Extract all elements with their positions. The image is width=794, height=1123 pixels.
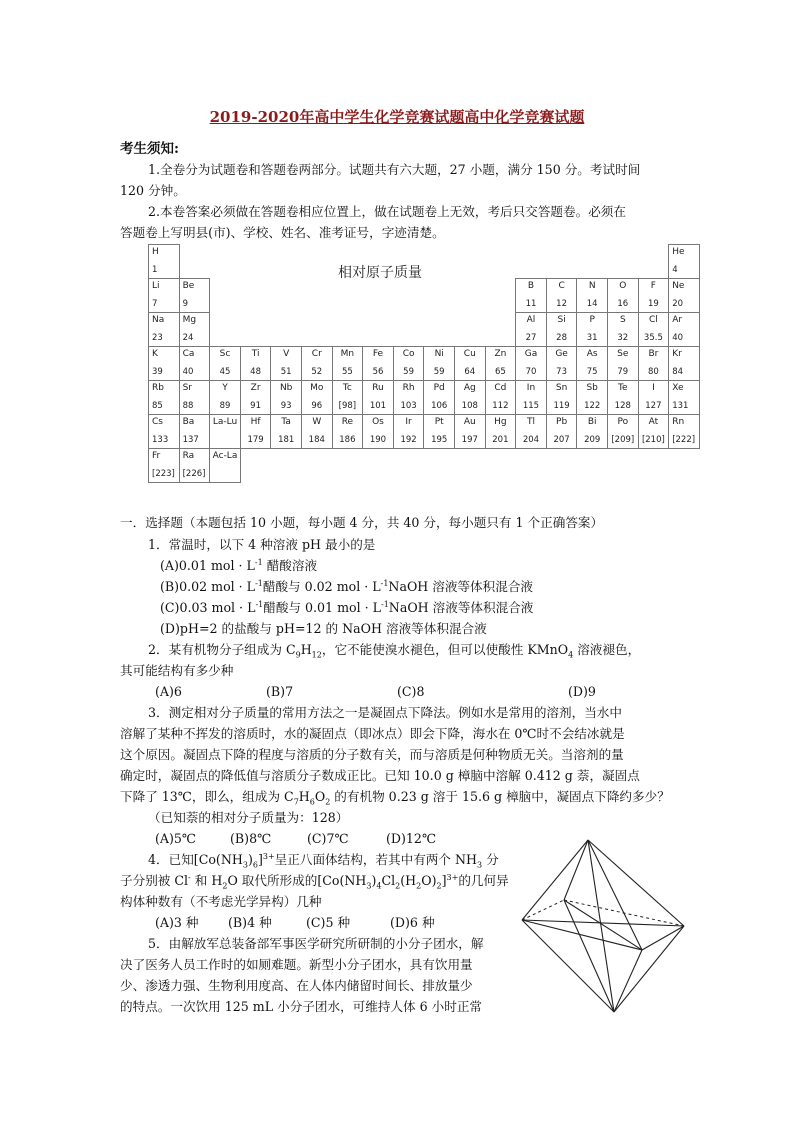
element-cell <box>546 414 578 449</box>
element-mass: 48 <box>250 367 261 377</box>
element-cell <box>638 278 670 313</box>
element-mass: 39 <box>152 367 163 377</box>
element-cell <box>362 414 394 449</box>
element-symbol: Li <box>152 281 160 291</box>
element-mass: 28 <box>556 333 567 343</box>
element-symbol: Ir <box>405 417 412 427</box>
element-symbol: Ta <box>281 417 291 427</box>
element-mass: 119 <box>553 401 570 411</box>
element-mass: 115 <box>522 401 540 411</box>
element-mass: 19 <box>647 299 659 309</box>
notice-paragraph-2-cont: 答题卷上写明县(市)、学校、姓名、准考证号，字迹清楚。 <box>120 225 445 240</box>
element-cell <box>362 380 394 415</box>
q1-option-c: (C)0.03 mol · $L^{-1}$醋酸与 0.01 mol · $L^{-1}NaOH$ 溶液等体积混合液 <box>160 599 534 615</box>
element-cell <box>301 346 333 381</box>
element-mass: 91 <box>250 401 261 411</box>
element-symbol: Ni <box>434 349 444 359</box>
element-mass: 4 <box>672 265 678 275</box>
element-mass: 9 <box>182 299 189 309</box>
element-mass: 73 <box>556 367 567 377</box>
element-cell <box>179 448 211 483</box>
element-mass: 45 <box>219 367 231 377</box>
element-symbol: Ra <box>182 451 195 461</box>
element-cell <box>638 312 670 347</box>
element-cell <box>209 380 241 415</box>
element-mass: 101 <box>369 401 387 411</box>
periodic-table <box>148 244 700 484</box>
element-mass: 40 <box>672 333 684 343</box>
element-cell <box>209 448 241 483</box>
element-symbol: Co <box>402 349 415 359</box>
element-mass: 88 <box>182 401 194 411</box>
element-mass: 103 <box>400 401 417 411</box>
element-mass: 35.5 <box>643 333 663 343</box>
q4-line-1: 4．已知$[Co(NH_3)_6]^{3+}$呈正八面体结构，若其中有两个 $NH_3$ 分 <box>148 851 499 870</box>
element-mass: 79 <box>617 367 629 377</box>
q4-line-3: 构体种数有（不考虑光学异构）几种 <box>120 894 322 909</box>
element-cell <box>607 380 639 415</box>
element-symbol: He <box>672 247 685 257</box>
element-symbol: Kr <box>672 349 682 359</box>
element-symbol: Rn <box>672 417 685 427</box>
element-cell <box>393 380 425 415</box>
q3-line-6: （已知萘的相对分子质量为：128） <box>148 810 349 825</box>
element-cell <box>148 244 180 279</box>
q3-line-2: 溶解了某种不挥发的溶质时，水的凝固点（即冰点）即会下降，海水在 0℃时不会结冰就是 <box>120 726 625 741</box>
element-mass: 133 <box>152 435 169 445</box>
element-mass: 40 <box>182 367 194 377</box>
element-cell <box>638 380 670 415</box>
element-symbol: Br <box>648 349 659 359</box>
element-symbol: Ca <box>182 349 195 359</box>
element-symbol: Cu <box>463 349 476 359</box>
q5-line-3: 少、渗透力强、生物利用度高、在人体内储留时间长、排放量少 <box>120 978 473 993</box>
element-cell <box>240 380 272 415</box>
element-symbol: Mo <box>310 383 324 393</box>
q5-line-1: 5．由解放军总装备部军事医学研究所研制的小分子团水，解 <box>148 936 484 951</box>
element-symbol: Nb <box>279 383 293 393</box>
element-symbol: La-Lu <box>212 417 238 427</box>
element-cell <box>638 346 670 381</box>
element-cell <box>668 278 700 313</box>
element-cell <box>270 414 302 449</box>
element-mass: 89 <box>219 401 231 411</box>
element-mass: 197 <box>461 435 478 445</box>
element-symbol: K <box>152 349 158 359</box>
element-mass: 32 <box>617 333 629 343</box>
element-symbol: Ac-La <box>212 451 238 461</box>
element-mass: 179 <box>247 435 264 445</box>
element-mass: 207 <box>553 435 570 445</box>
element-cell <box>148 448 180 483</box>
element-cell <box>576 278 608 313</box>
element-cell <box>301 380 333 415</box>
element-mass: [222] <box>672 435 696 445</box>
element-symbol: Zn <box>494 349 507 359</box>
element-cell <box>179 380 211 415</box>
element-cell <box>270 380 302 415</box>
element-symbol: Pt <box>434 417 444 427</box>
element-mass: 201 <box>492 435 509 445</box>
element-cell <box>423 414 455 449</box>
element-cell <box>240 414 272 449</box>
element-symbol: As <box>586 349 598 359</box>
element-symbol: Ti <box>251 349 260 359</box>
element-cell <box>515 278 547 313</box>
element-mass: 186 <box>339 435 356 445</box>
element-mass: 7 <box>152 299 158 309</box>
element-symbol: Cr <box>311 349 322 359</box>
element-mass: 181 <box>278 435 295 445</box>
q1-option-a: (A)0.01 mol · $L^{-1}$ 醋酸溶液 <box>160 557 318 573</box>
element-symbol: Fe <box>372 349 384 359</box>
element-cell <box>546 346 578 381</box>
element-cell <box>179 278 211 313</box>
element-mass: 70 <box>525 367 537 377</box>
element-symbol: Ba <box>182 417 195 427</box>
element-symbol: Cd <box>494 383 507 393</box>
element-cell <box>301 414 333 449</box>
element-cell <box>485 414 517 449</box>
element-symbol: Rb <box>152 383 164 393</box>
element-cell <box>454 414 486 449</box>
q4-option-b: (B)4 种 <box>228 915 272 930</box>
q2-option-d: (D)9 <box>568 684 596 699</box>
element-cell <box>607 278 639 313</box>
section-heading: 一．选择题（本题包括 10 小题，每小题 4 分，共 40 分，每小题只有 1 个正确答案） <box>120 515 604 530</box>
element-cell <box>179 312 211 347</box>
element-symbol: Sn <box>555 383 568 393</box>
element-mass: [223] <box>152 469 175 479</box>
element-mass: 27 <box>525 333 537 343</box>
element-symbol: Re <box>341 417 354 427</box>
q2-option-b: (B)7 <box>266 684 294 699</box>
element-mass: 122 <box>584 401 601 411</box>
element-cell <box>148 346 180 381</box>
element-symbol: Mn <box>340 349 355 359</box>
element-mass: 112 <box>492 401 509 411</box>
element-symbol: Fr <box>152 451 161 461</box>
q1-option-b: (B)0.02 mol · $L^{-1}$醋酸与 0.02 mol · $L^{-1}NaOH$ 溶液等体积混合液 <box>160 578 534 594</box>
element-symbol: Be <box>182 281 195 291</box>
element-symbol: Y <box>222 383 228 393</box>
element-symbol: Pd <box>433 383 445 393</box>
element-cell <box>546 312 578 347</box>
q4-option-a: (A)3 种 <box>155 915 199 930</box>
element-symbol: Hg <box>494 417 507 427</box>
element-mass: 96 <box>311 401 323 411</box>
element-symbol: Sb <box>586 383 598 393</box>
element-symbol: Sc <box>219 349 231 359</box>
element-mass: [210] <box>641 435 665 445</box>
element-symbol: Xe <box>672 383 684 393</box>
element-cell <box>668 414 700 449</box>
q3-option-a: (A)5℃ <box>155 831 197 846</box>
element-symbol: I <box>652 383 655 393</box>
element-symbol: Ag <box>463 383 476 393</box>
element-symbol: Bi <box>587 417 597 427</box>
element-mass: 16 <box>617 299 629 309</box>
element-symbol: Zr <box>250 383 261 393</box>
element-mass: 52 <box>311 367 323 377</box>
element-mass: 108 <box>461 401 478 411</box>
periodic-table-heading: 相对原子质量 <box>338 265 422 281</box>
element-symbol: Tl <box>526 417 535 427</box>
element-mass: 128 <box>614 401 631 411</box>
element-symbol: Se <box>617 349 629 359</box>
element-mass: 24 <box>182 333 194 343</box>
element-cell <box>148 414 180 449</box>
element-mass: 1 <box>152 265 158 275</box>
q4-option-c: (C)5 种 <box>306 915 351 930</box>
element-cell <box>148 312 180 347</box>
element-symbol: Na <box>152 315 165 325</box>
element-mass: 106 <box>431 401 448 411</box>
q5-line-4: 的特点。一次饮用 125 mL 小分子团水，可维持人体 6 小时正常 <box>120 999 483 1014</box>
element-mass: 184 <box>308 435 325 445</box>
element-mass: 192 <box>400 435 417 445</box>
element-symbol: Ar <box>672 315 683 325</box>
q4-option-d: (D)6 种 <box>390 915 435 930</box>
element-cell <box>515 414 547 449</box>
element-cell <box>209 414 241 449</box>
element-symbol: Ne <box>672 281 685 291</box>
element-symbol: Ge <box>555 349 568 359</box>
element-cell <box>332 380 364 415</box>
element-cell <box>668 312 700 347</box>
element-mass: 51 <box>280 367 292 377</box>
element-symbol: At <box>648 417 659 427</box>
element-cell <box>179 414 211 449</box>
element-symbol: B <box>527 281 535 291</box>
element-symbol: Cl <box>648 315 658 325</box>
element-cell <box>515 380 547 415</box>
element-cell <box>393 414 425 449</box>
element-mass: 20 <box>672 299 684 309</box>
element-cell <box>576 312 608 347</box>
element-mass: 12 <box>556 299 567 309</box>
element-cell <box>638 414 670 449</box>
element-mass: 55 <box>341 367 353 377</box>
element-symbol: Os <box>372 417 384 427</box>
element-cell <box>270 346 302 381</box>
element-cell <box>148 278 180 313</box>
element-mass: 65 <box>494 367 506 377</box>
element-cell <box>423 380 455 415</box>
element-cell <box>607 312 639 347</box>
element-mass: 64 <box>464 367 476 377</box>
element-mass: 80 <box>647 367 659 377</box>
element-mass: 31 <box>586 333 598 343</box>
element-mass: 14 <box>586 299 598 309</box>
element-cell <box>454 380 486 415</box>
q5-line-2: 决了医务人员工作时的如厕难题。新型小分子团水，具有饮用量 <box>120 957 473 972</box>
element-cell <box>515 346 547 381</box>
element-mass: 11 <box>525 299 537 309</box>
element-mass: 127 <box>645 401 662 411</box>
element-mass: 195 <box>431 435 448 445</box>
element-cell <box>332 414 364 449</box>
element-symbol: Sr <box>182 383 193 393</box>
element-cell <box>607 414 639 449</box>
element-mass: 23 <box>152 333 163 343</box>
element-mass: 85 <box>152 401 163 411</box>
element-mass: 93 <box>280 401 292 411</box>
document-title: 2019-2020年高中学生化学竞赛试题高中化学竞赛试题 <box>209 108 585 126</box>
element-cell <box>668 244 700 279</box>
element-symbol: Rh <box>402 383 415 393</box>
element-symbol: S <box>619 315 626 325</box>
notice-heading: 考生须知: <box>120 141 179 157</box>
element-cell <box>668 346 700 381</box>
element-symbol: N <box>588 281 596 291</box>
q3-option-d: (D)12℃ <box>386 831 437 846</box>
q1-stem: 1．常温时，以下 4 种溶液 pH 最小的是 <box>148 537 376 552</box>
element-symbol: Cs <box>152 417 163 427</box>
element-symbol: Au <box>463 417 476 427</box>
q3-line-3: 这个原因。凝固点下降的程度与溶质的分子数有关，而与溶质是何种物质无关。当溶剂的量 <box>120 747 624 762</box>
element-cell <box>576 414 608 449</box>
element-mass: [98] <box>338 401 357 411</box>
element-cell <box>240 346 272 381</box>
element-cell <box>607 346 639 381</box>
element-symbol: Te <box>618 383 628 393</box>
element-cell <box>546 278 578 313</box>
element-mass: [226] <box>182 469 206 479</box>
element-cell <box>576 346 608 381</box>
element-mass: [209] <box>611 435 635 445</box>
element-symbol: Po <box>617 417 629 427</box>
element-symbol: Hf <box>250 417 261 427</box>
element-cell <box>454 346 486 381</box>
element-symbol: Pb <box>556 417 568 427</box>
q3-line-4: 确定时，凝固点的降低值与溶质分子数成正比。已知 10.0 g 樟脑中溶解 0.412 g 萘，凝固点 <box>120 768 640 783</box>
element-cell <box>515 312 547 347</box>
element-symbol: Ru <box>372 383 384 393</box>
element-mass: 56 <box>372 367 384 377</box>
element-mass: 204 <box>522 435 540 445</box>
q3-line-1: 3．测定相对分子质量的常用方法之一是凝固点下降法。例如水是常用的溶剂，当水中 <box>148 705 622 720</box>
element-mass: 84 <box>672 367 684 377</box>
element-symbol: Si <box>557 315 566 325</box>
element-mass: 131 <box>672 401 689 411</box>
element-symbol: V <box>283 349 290 359</box>
element-symbol: In <box>526 383 536 393</box>
q2-stem-cont: 其可能结构有多少种 <box>120 663 234 678</box>
element-cell <box>576 380 608 415</box>
element-symbol: P <box>589 315 595 325</box>
element-symbol: H <box>152 247 159 257</box>
element-mass: 190 <box>369 435 387 445</box>
element-cell <box>179 346 211 381</box>
q3-option-c: (C)7℃ <box>307 831 349 846</box>
element-symbol: W <box>312 417 322 427</box>
notice-paragraph-2: 2.本卷答案必须做在答题卷相应位置上，做在试题卷上无效，考后只交答题卷。必须在 <box>148 204 626 219</box>
element-mass: 75 <box>586 367 598 377</box>
element-symbol: F <box>650 281 656 291</box>
element-symbol: Mg <box>182 315 197 325</box>
element-cell <box>393 346 425 381</box>
element-mass: 59 <box>403 367 414 377</box>
element-cell <box>148 380 180 415</box>
element-cell <box>485 346 517 381</box>
q1-option-d: (D)pH=2 的盐酸与 pH=12 的 NaOH 溶液等体积混合液 <box>160 621 487 636</box>
q2-option-c: (C)8 <box>397 684 425 699</box>
element-cell <box>668 380 700 415</box>
element-cell <box>209 346 241 381</box>
element-cell <box>332 346 364 381</box>
notice-paragraph-1: 1.全卷分为试题卷和答题卷两部分。试题共有六大题，27 小题，满分 150 分。考试时间 <box>148 162 641 177</box>
notice-paragraph-1-cont: 120 分钟。 <box>120 183 186 198</box>
q3-option-b: (B)8℃ <box>230 831 272 846</box>
element-symbol: Tc <box>342 383 352 393</box>
q4-line-2: 子分别被 Cl- 和 $H_2O$ 取代所形成的$[Co(NH_3)_4Cl_2(H_2O)_2]^{3+}$的几何异 <box>120 872 509 891</box>
element-symbol: C <box>558 281 565 291</box>
element-symbol: Ga <box>524 349 538 359</box>
element-mass: 137 <box>182 435 199 445</box>
q3-line-5: 下降了 13℃，即么，组成为 $C_7H_6O_2$ 的有机物 0.23 g 溶于 15.6 g 樟脑中，凝固点下降约多少？ <box>120 789 670 807</box>
element-symbol: O <box>619 281 627 291</box>
element-cell <box>485 380 517 415</box>
q2-option-a: (A)6 <box>155 684 182 699</box>
element-mass: 59 <box>433 367 445 377</box>
q2-stem: 2．某有机物分子组成为 $C_9H_{12}$，它不能使溴水褪色，但可以使酸性 KMnO$_4$ 溶液褪色， <box>148 642 641 660</box>
element-symbol: Al <box>526 315 536 325</box>
element-cell <box>362 346 394 381</box>
element-cell <box>423 346 455 381</box>
octahedron-diagram <box>518 836 688 1016</box>
element-mass: 209 <box>584 435 601 445</box>
element-cell <box>546 380 578 415</box>
